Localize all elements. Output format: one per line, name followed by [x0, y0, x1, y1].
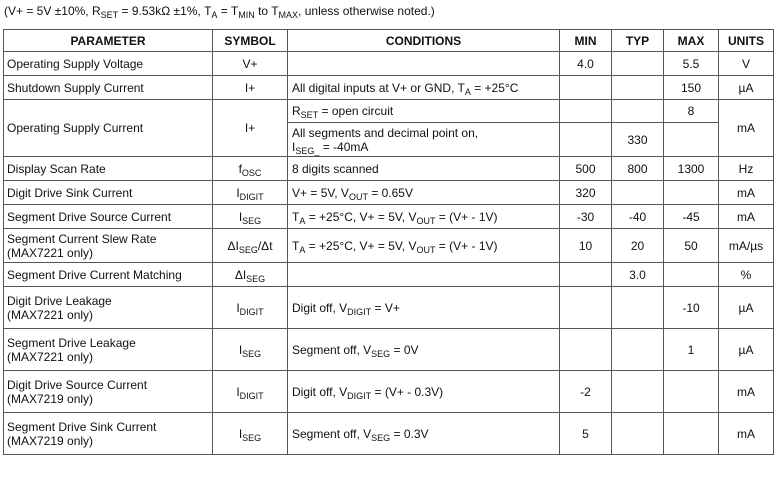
symbol-cell: $\Delta I_{SEG}$: [213, 263, 288, 287]
min-cell: [560, 123, 612, 157]
max-cell: [664, 371, 719, 413]
max-cell: [664, 181, 719, 205]
table-row: [4, 263, 774, 287]
min-cell: 4.0: [560, 52, 612, 76]
header-conditions: CONDITIONS: [288, 30, 560, 52]
conditions-cell: [288, 52, 560, 76]
min-cell: 500: [560, 157, 612, 181]
parameter-cell: Shutdown Supply Current: [4, 76, 213, 100]
units-cell: mA: [719, 181, 774, 205]
header-units: UNITS: [719, 30, 774, 52]
typ-cell: [612, 76, 664, 100]
table-row: [4, 413, 774, 455]
min-cell: [560, 329, 612, 371]
max-cell: [664, 263, 719, 287]
conditions-cell: Digit off, $V_{DIGIT} = (V+ - 0.3V)$: [288, 371, 560, 413]
symbol-cell: $\Delta I_{SEG}/\Delta t$: [213, 229, 288, 263]
table-conditions-note: (V+ = 5V ±10%, $R_{SET} = 9.53k\Omega \pm 1\%$, $T_A = T_{MIN}$ to $T_{MAX}$, unless otherwise noted.): [4, 4, 435, 20]
conditions-cell: V+ = 5V, $V_{OUT} = 0.65V$: [288, 181, 560, 205]
header-max: MAX: [664, 30, 719, 52]
units-cell: Hz: [719, 157, 774, 181]
conditions-cell: Digit off, $V_{DIGIT} = V+$: [288, 287, 560, 329]
symbol-cell: $I_{SEG}$: [213, 329, 288, 371]
units-cell: mA: [719, 100, 774, 157]
units-cell: µA: [719, 287, 774, 329]
symbol-cell: I+: [213, 100, 288, 157]
max-cell: 5.5: [664, 52, 719, 76]
parameter-cell: Segment Drive Source Current: [4, 205, 213, 229]
table-row: [4, 181, 774, 205]
min-cell: 5: [560, 413, 612, 455]
conditions-cell: Segment off, $V_{SEG} = 0V$: [288, 329, 560, 371]
typ-cell: [612, 371, 664, 413]
max-cell: 1300: [664, 157, 719, 181]
table-row: [4, 287, 774, 329]
units-cell: µA: [719, 76, 774, 100]
max-cell: 50: [664, 229, 719, 263]
symbol-cell: $f_{OSC}$: [213, 157, 288, 181]
conditions-cell: $T_A = +25^\circ C$, V+ = 5V, $V_{OUT} = (V+ - 1V)$: [288, 205, 560, 229]
conditions-cell: [288, 263, 560, 287]
table-row: [4, 52, 774, 76]
header-typ: TYP: [612, 30, 664, 52]
min-cell: [560, 263, 612, 287]
typ-cell: 330: [612, 123, 664, 157]
typ-cell: 3.0: [612, 263, 664, 287]
conditions-cell: All segments and decimal point on, $I_{SEG\_} = -40mA$: [288, 123, 560, 157]
electrical-characteristics-table: [3, 29, 774, 455]
parameter-cell: Segment Drive Current Matching: [4, 263, 213, 287]
typ-cell: 800: [612, 157, 664, 181]
conditions-cell: $T_A = +25^\circ C$, V+ = 5V, $V_{OUT} = (V+ - 1V)$: [288, 229, 560, 263]
max-cell: [664, 413, 719, 455]
table-row: [4, 329, 774, 371]
parameter-cell: Operating Supply Voltage: [4, 52, 213, 76]
units-cell: %: [719, 263, 774, 287]
parameter-cell: Display Scan Rate: [4, 157, 213, 181]
min-cell: [560, 287, 612, 329]
max-cell: 8: [664, 100, 719, 123]
parameter-cell: Digit Drive Sink Current: [4, 181, 213, 205]
table-row: [4, 76, 774, 100]
conditions-cell: 8 digits scanned: [288, 157, 560, 181]
max-cell: 1: [664, 329, 719, 371]
typ-cell: [612, 329, 664, 371]
parameter-cell: Segment Current Slew Rate (MAX7221 only): [4, 229, 213, 263]
min-cell: 320: [560, 181, 612, 205]
min-cell: -2: [560, 371, 612, 413]
symbol-cell: $I_{DIGIT}$: [213, 181, 288, 205]
table-row: [4, 229, 774, 263]
min-cell: 10: [560, 229, 612, 263]
min-cell: -30: [560, 205, 612, 229]
header-parameter: PARAMETER: [4, 30, 213, 52]
units-cell: mA/µs: [719, 229, 774, 263]
symbol-cell: $I_{DIGIT}$: [213, 371, 288, 413]
header-min: MIN: [560, 30, 612, 52]
typ-cell: 20: [612, 229, 664, 263]
typ-cell: [612, 100, 664, 123]
parameter-cell: Segment Drive Sink Current (MAX7219 only): [4, 413, 213, 455]
units-cell: V: [719, 52, 774, 76]
parameter-cell: Digit Drive Source Current (MAX7219 only): [4, 371, 213, 413]
conditions-cell: Segment off, $V_{SEG} = 0.3V$: [288, 413, 560, 455]
table-row: [4, 157, 774, 181]
typ-cell: [612, 413, 664, 455]
table-row: [4, 100, 774, 123]
typ-cell: -40: [612, 205, 664, 229]
table-row: [4, 205, 774, 229]
min-cell: [560, 100, 612, 123]
max-cell: [664, 123, 719, 157]
parameter-cell: Segment Drive Leakage (MAX7221 only): [4, 329, 213, 371]
parameter-cell: Digit Drive Leakage (MAX7221 only): [4, 287, 213, 329]
units-cell: mA: [719, 205, 774, 229]
symbol-cell: I+: [213, 76, 288, 100]
symbol-cell: V+: [213, 52, 288, 76]
max-cell: -45: [664, 205, 719, 229]
units-cell: mA: [719, 371, 774, 413]
typ-cell: [612, 52, 664, 76]
header-row: [4, 30, 774, 52]
typ-cell: [612, 181, 664, 205]
header-symbol: SYMBOL: [213, 30, 288, 52]
symbol-cell: $I_{SEG}$: [213, 413, 288, 455]
table-row: [4, 371, 774, 413]
units-cell: mA: [719, 413, 774, 455]
min-cell: [560, 76, 612, 100]
max-cell: 150: [664, 76, 719, 100]
conditions-cell: All digital inputs at V+ or GND, $T_A = +25^\circ C$: [288, 76, 560, 100]
max-cell: -10: [664, 287, 719, 329]
units-cell: µA: [719, 329, 774, 371]
symbol-cell: $I_{DIGIT}$: [213, 287, 288, 329]
conditions-cell: $R_{SET}$ = open circuit: [288, 100, 560, 123]
symbol-cell: $I_{SEG}$: [213, 205, 288, 229]
typ-cell: [612, 287, 664, 329]
parameter-cell: Operating Supply Current: [4, 100, 213, 157]
